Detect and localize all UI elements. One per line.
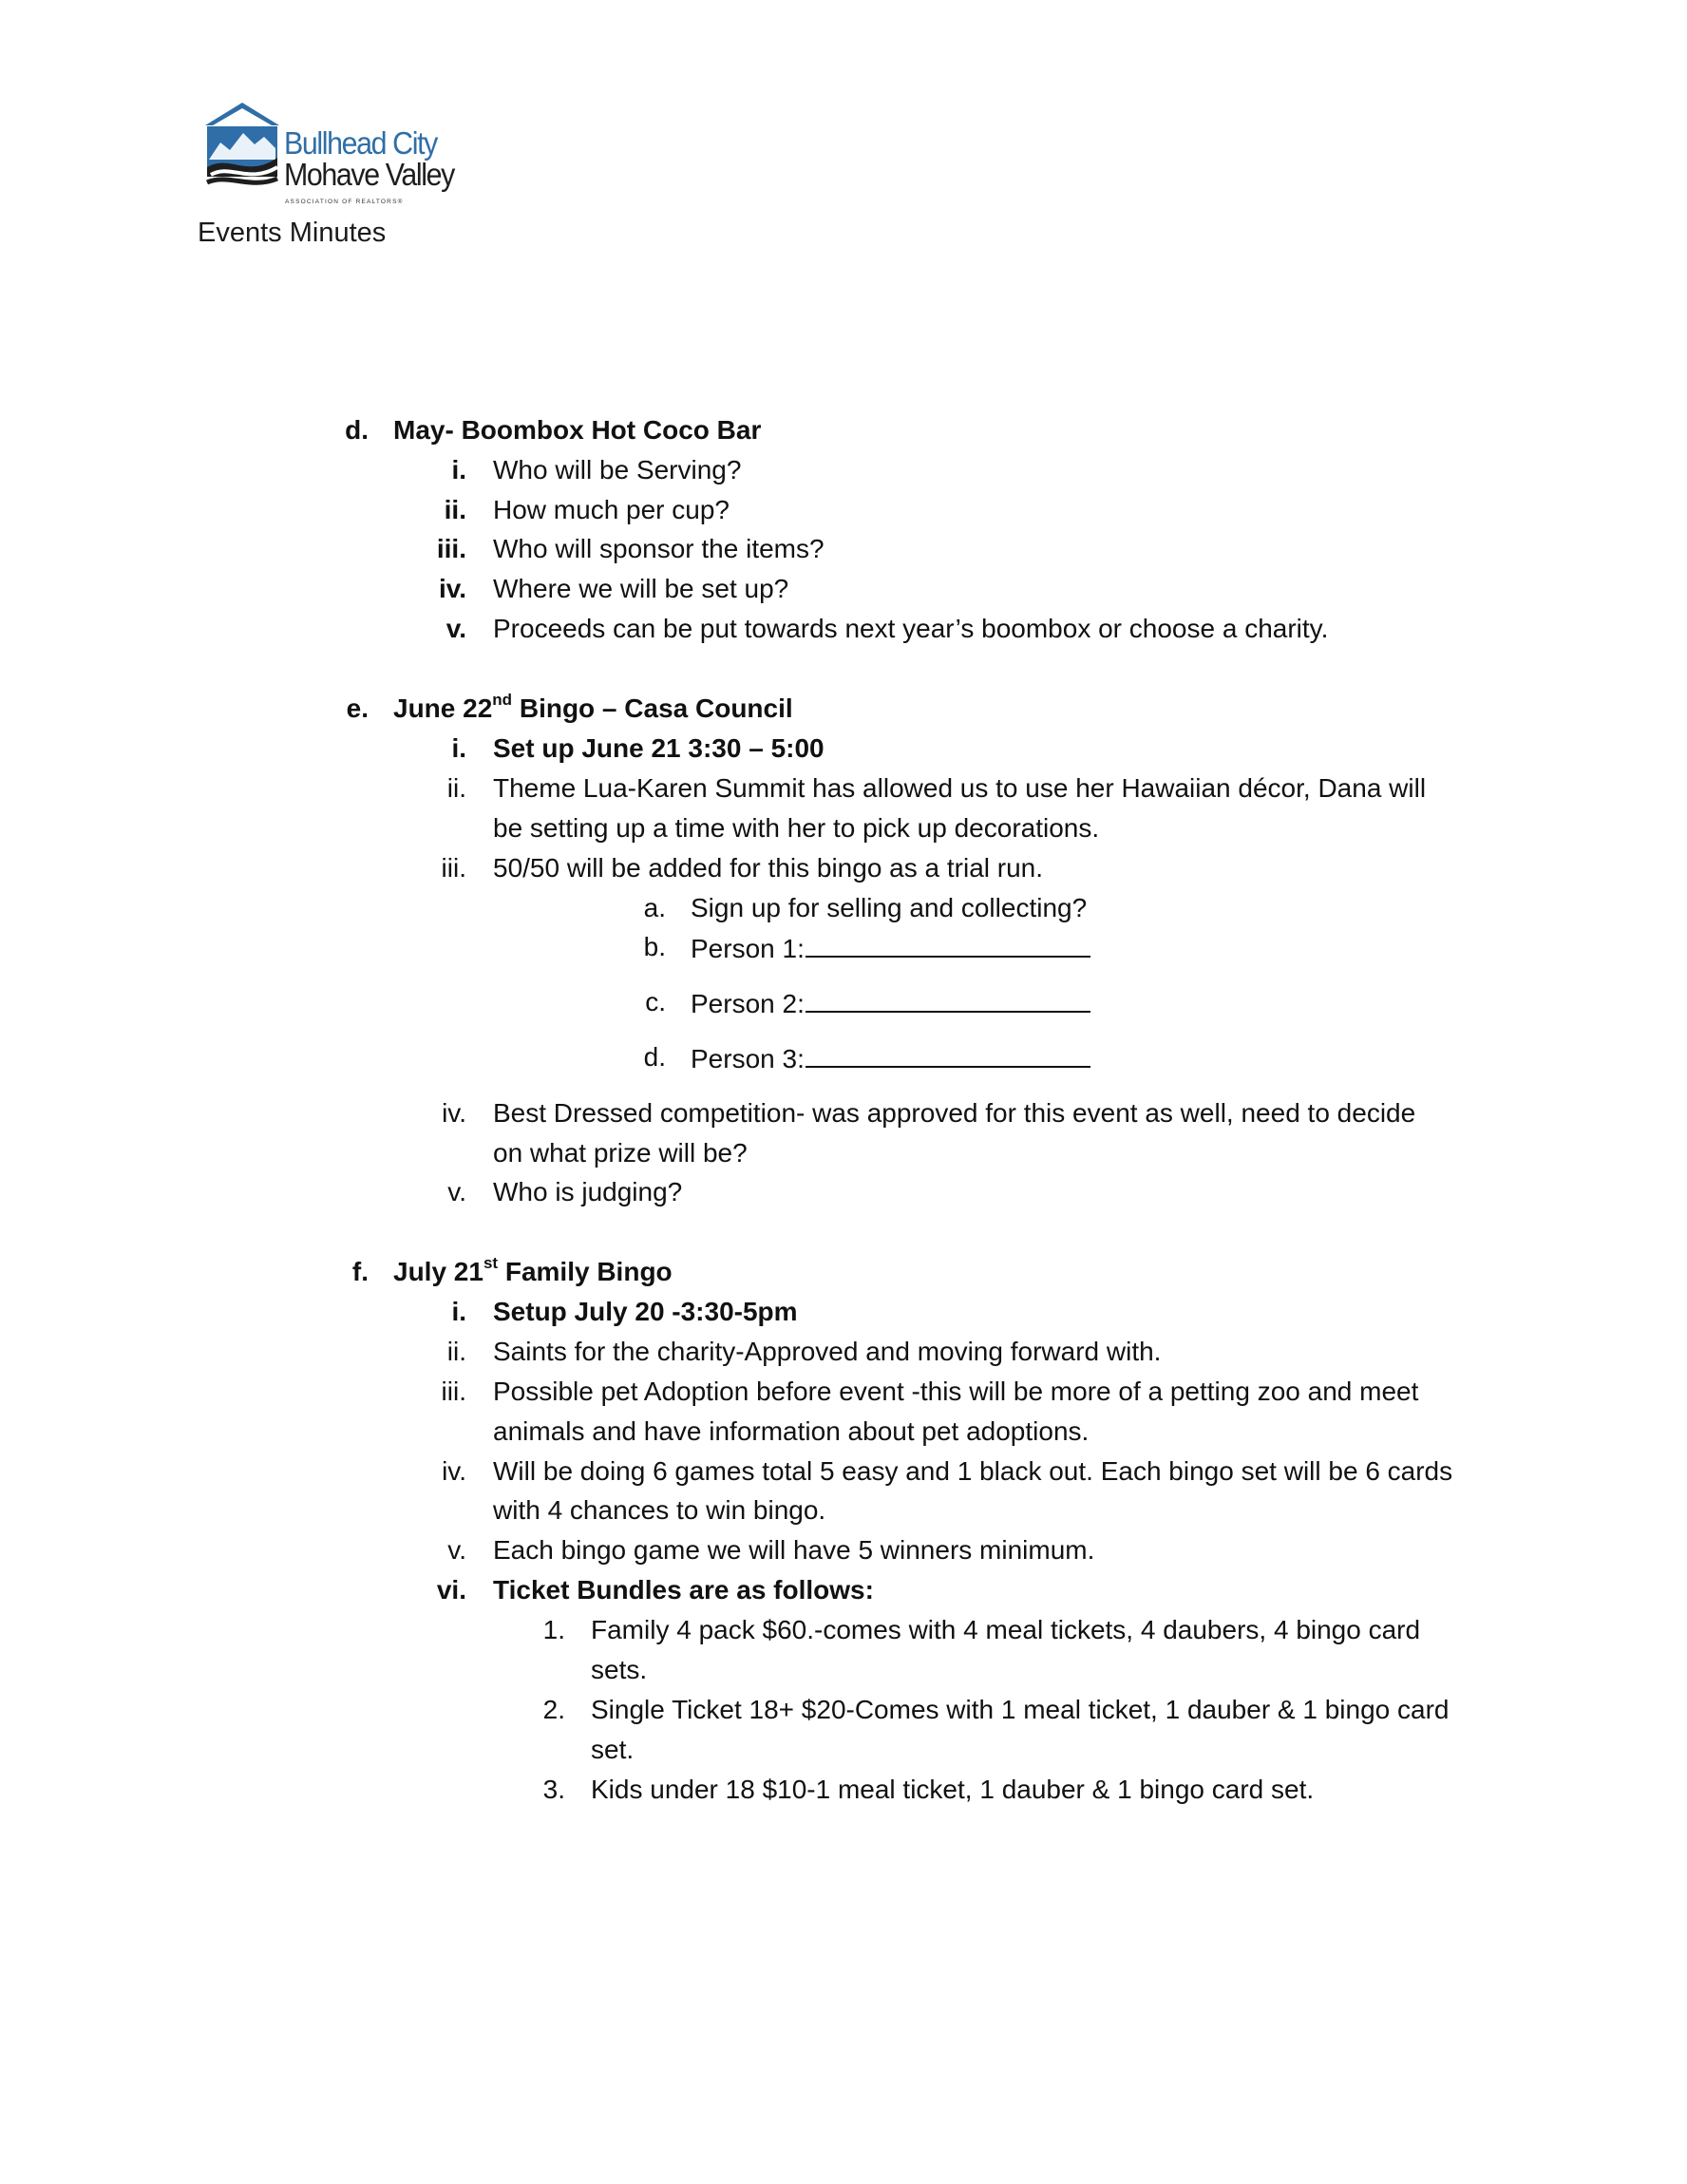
list-item: 50/50 will be added for this bingo as a trial run. [493, 853, 1044, 883]
list-marker: i. [451, 1297, 466, 1326]
list-marker: i. [451, 455, 466, 484]
section-f-title: July 21st Family Bingo [393, 1253, 673, 1286]
list-item: Who is judging? [493, 1177, 683, 1206]
bundle-item: Kids under 18 $10-1 meal ticket, 1 dauber & 1 bingo card set. [591, 1775, 1315, 1804]
list-item: Set up June 21 3:30 – 5:00 [493, 733, 825, 763]
list-item-line1: Theme Lua-Karen Summit has allowed us to use her Hawaiian décor, Dana will [493, 773, 1427, 803]
blank-line [806, 986, 1090, 1013]
bundle-marker: 1. [542, 1615, 565, 1644]
list-marker: ii. [444, 495, 466, 524]
document-label: Events Minutes [198, 218, 387, 248]
sublist-marker: a. [643, 893, 666, 922]
person-2-signup-line: Person 2: [691, 986, 1090, 1020]
list-marker: v. [447, 1177, 466, 1206]
list-item-line1: Will be doing 6 games total 5 easy and 1 black out. Each bingo set will be 6 cards [493, 1456, 1453, 1486]
list-item: Ticket Bundles are as follows: [493, 1575, 874, 1605]
sublist-marker: c. [645, 987, 666, 1016]
list-marker: iv. [442, 1456, 466, 1486]
association-logo [201, 101, 477, 215]
logo-text-line3: ASSOCIATION OF REALTORS® [285, 199, 404, 205]
section-d-marker: d. [345, 415, 369, 445]
bundle-marker: 2. [542, 1695, 565, 1724]
list-marker: iv. [442, 1098, 466, 1128]
list-marker: iii. [441, 853, 466, 883]
bundle-item-line2: set. [591, 1735, 635, 1764]
list-item: Where we will be set up? [493, 574, 789, 603]
section-e-title: June 22nd Bingo – Casa Council [393, 690, 793, 723]
list-item-line1: Best Dressed competition- was approved for this event as well, need to decide [493, 1098, 1416, 1128]
blank-line [806, 931, 1090, 958]
section-e-marker: e. [346, 693, 369, 723]
list-item: Setup July 20 -3:30-5pm [493, 1297, 798, 1326]
logo-text-line1: Bullhead City [284, 125, 437, 161]
sublist-item: Sign up for selling and collecting? [691, 893, 1088, 922]
list-item-line2: with 4 chances to win bingo. [493, 1495, 826, 1525]
house-mountain-icon [201, 101, 283, 188]
list-marker: ii. [446, 773, 466, 803]
list-marker: iii. [441, 1377, 466, 1406]
list-item: Proceeds can be put towards next year’s boombox or choose a charity. [493, 614, 1329, 643]
list-marker: v. [447, 1535, 466, 1565]
blank-line [806, 1041, 1090, 1068]
list-item-line2: be setting up a time with her to pick up decorations. [493, 813, 1100, 843]
list-item: Who will sponsor the items? [493, 534, 825, 563]
list-item: Saints for the charity-Approved and moving forward with. [493, 1337, 1162, 1366]
list-item-line2: animals and have information about pet adoptions. [493, 1416, 1090, 1446]
bundle-item-line1: Family 4 pack $60.-comes with 4 meal tickets, 4 daubers, 4 bingo card [591, 1615, 1421, 1644]
list-marker: ii. [446, 1337, 466, 1366]
person-3-signup-line: Person 3: [691, 1041, 1090, 1075]
list-item: How much per cup? [493, 495, 730, 524]
list-marker: v. [445, 614, 466, 643]
list-item-line1: Possible pet Adoption before event -this will be more of a petting zoo and meet [493, 1377, 1419, 1406]
section-d-title: May- Boombox Hot Coco Bar [393, 415, 762, 445]
sublist-marker: b. [643, 932, 666, 961]
list-marker: iv. [438, 574, 466, 603]
list-marker: vi. [436, 1575, 466, 1605]
list-marker: i. [451, 733, 466, 763]
list-marker: iii. [436, 534, 466, 563]
list-item: Who will be Serving? [493, 455, 742, 484]
person-1-signup-line: Person 1: [691, 931, 1090, 965]
list-item-line2: on what prize will be? [493, 1138, 748, 1168]
bundle-marker: 3. [542, 1775, 565, 1804]
section-f-marker: f. [351, 1257, 369, 1286]
bundle-item-line2: sets. [591, 1655, 648, 1684]
logo-text-line2: Mohave Valley [284, 157, 454, 192]
sublist-marker: d. [643, 1042, 666, 1072]
bundle-item-line1: Single Ticket 18+ $20-Comes with 1 meal ticket, 1 dauber & 1 bingo card [591, 1695, 1450, 1724]
list-item: Each bingo game we will have 5 winners minimum. [493, 1535, 1095, 1565]
